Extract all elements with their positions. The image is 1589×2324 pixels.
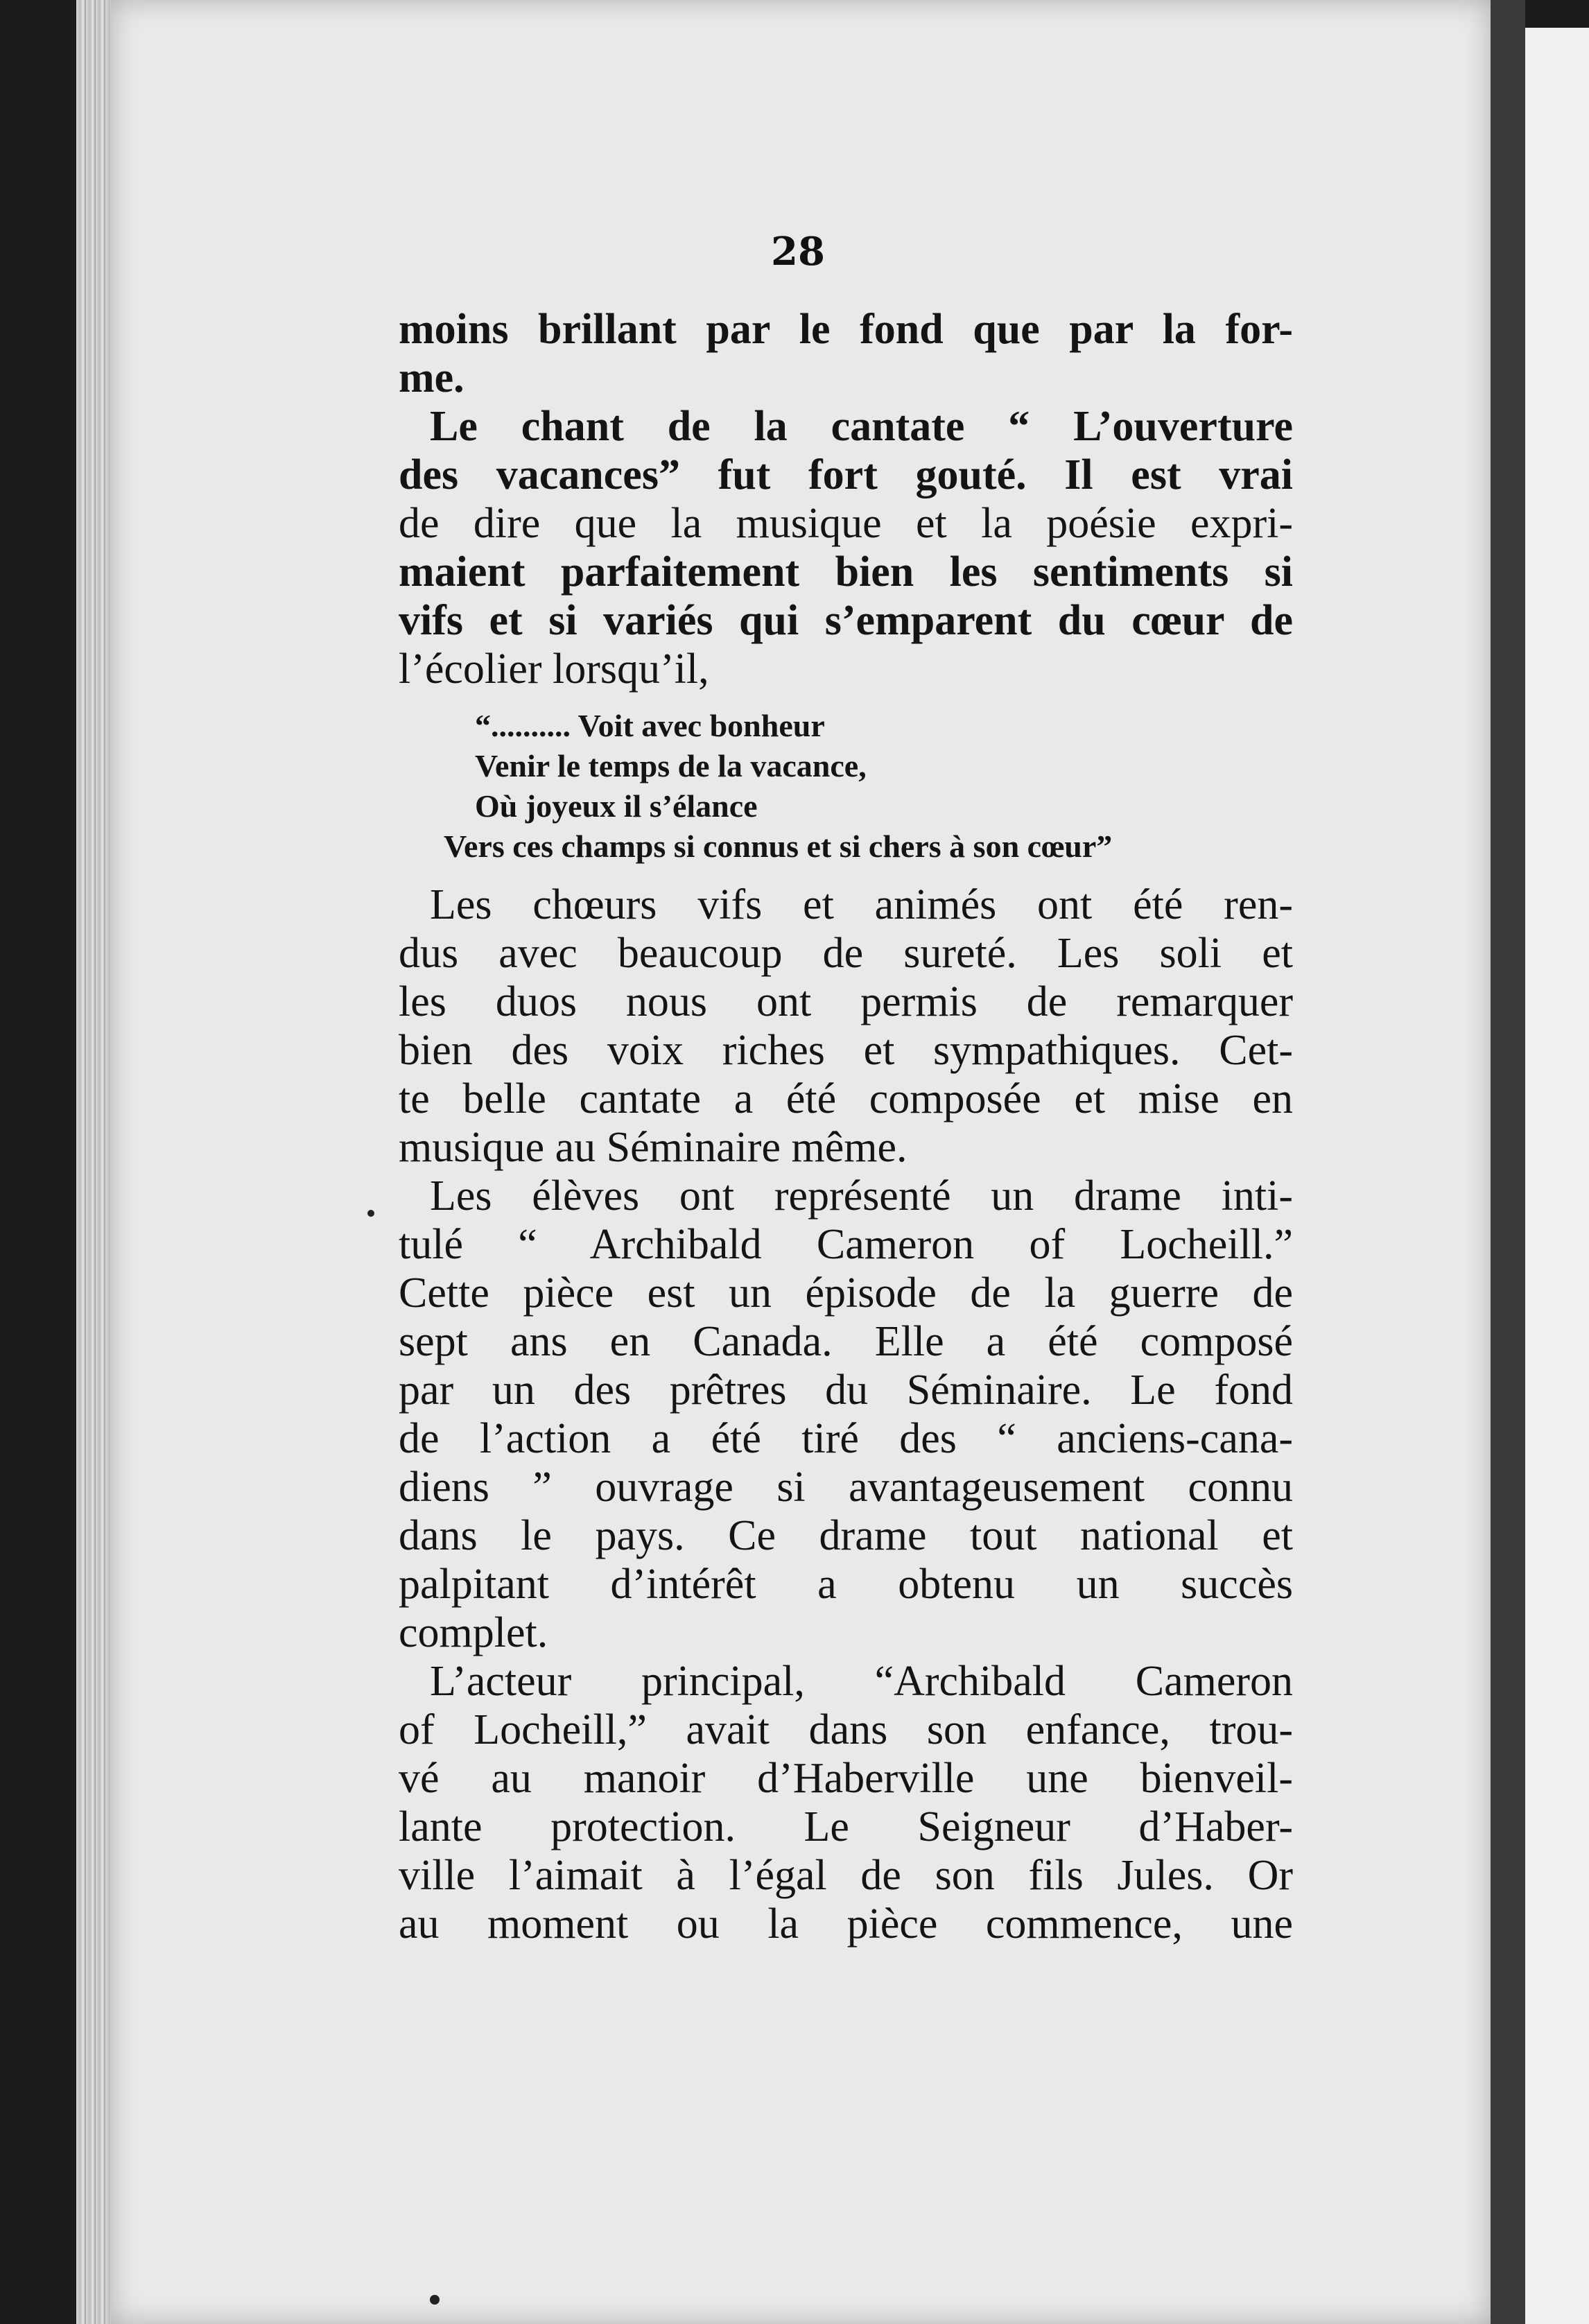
text-line: moins brillant par le fond que par la for- — [399, 306, 1293, 353]
page-number: 28 — [771, 229, 825, 275]
text-line: Les élèves ont représenté un drame inti- — [430, 1172, 1293, 1220]
page-body-text — [399, 305, 1293, 1948]
verse-line: Où joyeux il s’élance — [475, 788, 758, 824]
text-line: vifs et si variés qui s’emparent du cœur de — [399, 597, 1293, 644]
text-line: me. — [399, 354, 464, 401]
text-line: au moment ou la pièce commence, une — [399, 1900, 1293, 1948]
text-line: de dire que la musique et la poésie expri- — [399, 500, 1293, 547]
text-line: lante protection. Le Seigneur d’Haber- — [399, 1803, 1293, 1850]
scan-speck — [367, 1210, 374, 1217]
paragraph-2 — [399, 402, 1293, 693]
verse-line: Vers ces champs si connus et si chers à son cœur” — [444, 829, 1113, 864]
text-line: par un des prêtres du Séminaire. Le fond — [399, 1367, 1293, 1414]
text-line: dans le pays. Ce drame tout national et — [399, 1512, 1293, 1559]
text-line: ville l’aimait à l’égal de son fils Jules. Or — [399, 1852, 1293, 1899]
text-line: des vacances” fut fort gouté. Il est vrai — [399, 451, 1293, 498]
text-line: Le chant de la cantate “ L’ouverture — [430, 403, 1293, 450]
scan-speck — [430, 2295, 440, 2305]
text-line: de l’action a été tiré des “ anciens-cana- — [399, 1415, 1293, 1462]
paragraph-4 — [399, 1172, 1293, 1657]
text-line: complet. — [399, 1609, 548, 1656]
text-line: vé au manoir d’Haberville une bienveil- — [399, 1755, 1293, 1802]
text-line: te belle cantate a été composée et mise en — [399, 1075, 1293, 1122]
text-line: maient parfaitement bien les sentiments si — [399, 548, 1293, 596]
verse-line: “.......... Voit avec bonheur — [475, 708, 825, 743]
text-line: sept ans en Canada. Elle a été composé — [399, 1318, 1293, 1365]
paragraph-5 — [399, 1657, 1293, 1948]
text-line: l’écolier lorsqu’il, — [399, 645, 709, 693]
text-line: diens ” ouvrage si avantageusement connu — [399, 1464, 1293, 1511]
text-line: palpitant d’intérêt a obtenu un succès — [399, 1561, 1293, 1608]
text-line: tulé “ Archibald Cameron of Locheill.” — [399, 1221, 1293, 1268]
text-line: of Locheill,” avait dans son enfance, trou- — [399, 1706, 1293, 1753]
text-line: Les chœurs vifs et animés ont été ren- — [430, 881, 1293, 928]
text-line: Cette pièce est un épisode de la guerre de — [399, 1269, 1293, 1317]
verse-line: Venir le temps de la vacance, — [475, 748, 867, 783]
text-line: musique au Séminaire même. — [399, 1124, 908, 1171]
text-line: les duos nous ont permis de remarquer — [399, 978, 1293, 1025]
text-line: L’acteur principal, “Archibald Cameron — [430, 1658, 1293, 1705]
facing-page-edge — [1525, 28, 1589, 2324]
paragraph-1 — [399, 305, 1293, 402]
text-line: bien des voix riches et sympathiques. Cet- — [399, 1027, 1293, 1074]
text-line: dus avec beaucoup de sureté. Les soli et — [399, 930, 1293, 977]
paragraph-3 — [399, 881, 1293, 1172]
verse-quotation — [399, 706, 1293, 867]
page-gutter-shadow — [1491, 0, 1525, 2324]
